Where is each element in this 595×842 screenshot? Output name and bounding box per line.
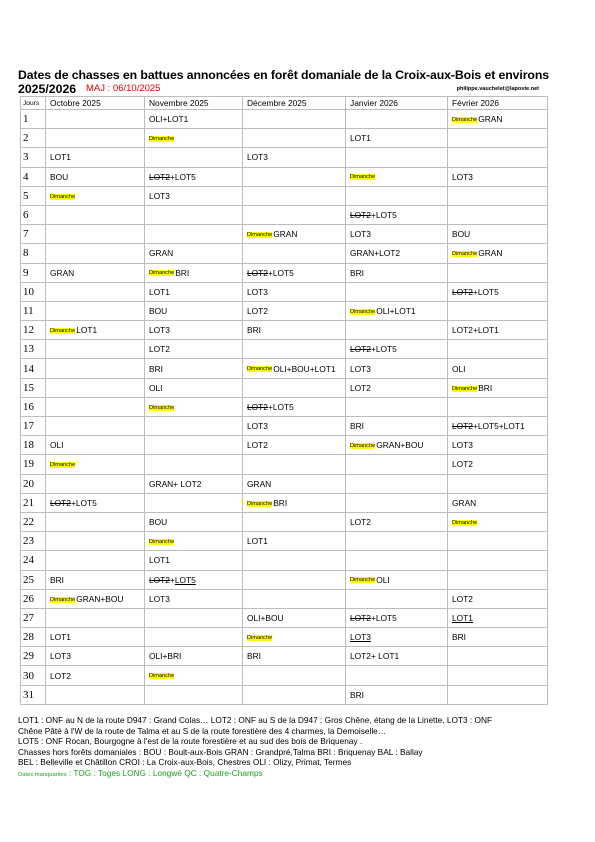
- sunday-marker: Dimanche: [350, 174, 376, 181]
- sunday-marker: Dimanche: [452, 385, 478, 392]
- hunt-cell: [346, 551, 448, 570]
- sunday-marker: Dimanche: [452, 116, 478, 123]
- legend: [18, 715, 578, 781]
- table-row: [21, 570, 548, 589]
- table-row: [21, 321, 548, 340]
- hunt-cell: [448, 301, 548, 320]
- hunt-cell: LOT2+LOT1: [448, 321, 548, 340]
- hunt-cell: DimancheGRAN+BOU: [46, 589, 145, 608]
- hunt-cell: [145, 129, 243, 148]
- hunt-cell: GRAN: [145, 244, 243, 263]
- day-number: 13: [21, 340, 46, 359]
- month-header: Février 2026: [448, 97, 548, 110]
- cancelled-lot: LOT2: [247, 401, 268, 412]
- hunt-cell: LOT3: [145, 186, 243, 205]
- cancelled-lot: LOT2: [350, 344, 371, 355]
- hunt-cell: [46, 685, 145, 704]
- day-number: 21: [21, 493, 46, 512]
- day-number: 7: [21, 225, 46, 244]
- hunt-cell: BRI: [346, 417, 448, 436]
- hunt-cell: [46, 474, 145, 493]
- hunt-cell: [145, 685, 243, 704]
- hunt-cell: [46, 608, 145, 627]
- sunday-marker: Dimanche: [149, 270, 175, 277]
- day-number: 2: [21, 129, 46, 148]
- hunt-cell: [243, 129, 346, 148]
- hunt-cell: DimancheGRAN: [243, 225, 346, 244]
- hunt-cell: BOU: [145, 512, 243, 531]
- hunt-cell: [448, 532, 548, 551]
- legend-line: LOT5 : ONF Rocan, Bourgogne à l'est de la route forestière et au sud des bois de Briquenay .: [18, 736, 363, 747]
- day-number: 18: [21, 436, 46, 455]
- hunt-cell: [145, 417, 243, 436]
- day-number: 31: [21, 685, 46, 704]
- hunt-cell: [243, 512, 346, 531]
- sunday-marker: Dimanche: [149, 404, 175, 411]
- hunt-cell: [243, 378, 346, 397]
- month-header: Octobre 2025: [46, 97, 145, 110]
- hunt-cell: [448, 666, 548, 685]
- hunt-cell: [46, 359, 145, 378]
- hunt-cell: LOT3: [448, 167, 548, 186]
- missing-dates-label: Dates manquantes: [18, 771, 67, 778]
- hunt-cell: [448, 186, 548, 205]
- hunt-cell: [346, 397, 448, 416]
- hunt-cell: OLI: [448, 359, 548, 378]
- table-row: [21, 205, 548, 224]
- table-header-row: [21, 97, 548, 110]
- hunt-cell: DimancheOLI+LOT1: [346, 301, 448, 320]
- sunday-marker: Dimanche: [452, 519, 478, 526]
- hunt-cell: LOT3: [243, 282, 346, 301]
- table-row: [21, 167, 548, 186]
- hunt-cell: [346, 167, 448, 186]
- hunt-calendar-table: [20, 96, 548, 705]
- hunt-cell: [145, 455, 243, 474]
- sunday-marker: Dimanche: [149, 539, 175, 545]
- hunt-cell: [243, 685, 346, 704]
- hunt-cell: [46, 512, 145, 531]
- hunt-cell: [46, 186, 145, 205]
- hunt-cell: [145, 225, 243, 244]
- cancelled-lot: LOT2: [149, 574, 170, 585]
- hunt-cell: [448, 340, 548, 359]
- hunt-cell: BOU: [448, 225, 548, 244]
- hunt-cell: GRAN+LOT2: [346, 244, 448, 263]
- underlined-lot: LOT3: [350, 632, 371, 643]
- subtitle-line: [18, 82, 543, 96]
- hunt-cell: [346, 455, 448, 474]
- hunt-cell: LOT2: [448, 455, 548, 474]
- hunt-cell: [243, 340, 346, 359]
- hunt-cell: DimancheBRI: [145, 263, 243, 282]
- sunday-marker: Dimanche: [350, 443, 376, 450]
- underlined-lot: LOT1: [452, 612, 473, 623]
- hunt-cell: GRAN+ LOT2: [145, 474, 243, 493]
- hunt-cell: LOT2+LOT5+LOT1: [448, 417, 548, 436]
- missing-dates-line: [18, 768, 578, 781]
- table-row: [21, 397, 548, 416]
- hunt-cell: [46, 417, 145, 436]
- hunt-cell: OLI+BOU: [243, 608, 346, 627]
- hunt-cell: [448, 205, 548, 224]
- day-number: 27: [21, 608, 46, 627]
- hunt-cell: BRI: [243, 647, 346, 666]
- hunt-cell: OLI+BRI: [145, 647, 243, 666]
- hunt-cell: BRI: [46, 570, 145, 589]
- day-number: 28: [21, 628, 46, 647]
- hunt-cell: BOU: [145, 301, 243, 320]
- hunt-cell: [243, 666, 346, 685]
- hunt-cell: OLI: [46, 436, 145, 455]
- hunt-cell: LOT1: [346, 129, 448, 148]
- day-number: 11: [21, 301, 46, 320]
- hunt-cell: LOT3: [46, 647, 145, 666]
- hunt-cell: [448, 551, 548, 570]
- table-row: [21, 608, 548, 627]
- day-number: 25: [21, 570, 46, 589]
- table-row: [21, 551, 548, 570]
- cancelled-lot: LOT2: [50, 497, 71, 508]
- hunt-cell: [46, 532, 145, 551]
- hunt-cell: [46, 282, 145, 301]
- hunt-cell: [145, 436, 243, 455]
- hunt-cell: [448, 570, 548, 589]
- hunt-cell: [448, 608, 548, 627]
- sunday-marker: Dimanche: [350, 308, 376, 315]
- hunt-cell: [346, 186, 448, 205]
- table-row: [21, 263, 548, 282]
- hunt-cell: [145, 148, 243, 167]
- table-body: [21, 110, 548, 705]
- hunt-cell: GRAN: [243, 474, 346, 493]
- hunt-cell: [46, 551, 145, 570]
- table-row: [21, 493, 548, 512]
- hunt-cell: [346, 532, 448, 551]
- table-row: [21, 628, 548, 647]
- table-row: [21, 417, 548, 436]
- table-row: [21, 455, 548, 474]
- hunt-cell: [448, 397, 548, 416]
- hunt-cell: DimancheOLI+BOU+LOT1: [243, 359, 346, 378]
- hunt-cell: LOT3: [145, 589, 243, 608]
- day-number: 5: [21, 186, 46, 205]
- cancelled-lot: LOT2: [247, 267, 268, 278]
- hunt-cell: [243, 110, 346, 129]
- day-number: 12: [21, 321, 46, 340]
- hunt-cell: DimancheGRAN+BOU: [346, 436, 448, 455]
- hunt-cell: [145, 205, 243, 224]
- hunt-cell: [346, 666, 448, 685]
- hunt-cell: LOT2: [346, 378, 448, 397]
- hunt-cell: [243, 167, 346, 186]
- hunt-cell: [46, 225, 145, 244]
- hunt-cell: [46, 244, 145, 263]
- sunday-marker: Dimanche: [452, 251, 478, 258]
- sunday-marker: Dimanche: [247, 232, 273, 238]
- document-title: Dates de chasses en battues annoncées en forêt domaniale de la Croix-aux-Bois et environs: [18, 68, 549, 82]
- sunday-marker: Dimanche: [149, 673, 175, 680]
- month-header: Novembre 2025: [145, 97, 243, 110]
- hunt-cell: [243, 589, 346, 608]
- hunt-cell: LOT2: [346, 512, 448, 531]
- hunt-cell: LOT2: [46, 666, 145, 685]
- sunday-marker: Dimanche: [350, 577, 376, 584]
- hunt-cell: GRAN: [448, 493, 548, 512]
- table-row: [21, 186, 548, 205]
- sunday-marker: Dimanche: [50, 193, 76, 200]
- cancelled-lot: LOT2: [149, 171, 170, 182]
- hunt-cell: LOT2+LOT5: [243, 397, 346, 416]
- hunt-cell: LOT2: [243, 301, 346, 320]
- hunt-cell: DimancheGRAN: [448, 110, 548, 129]
- cancelled-lot: LOT2: [350, 612, 371, 623]
- hunt-cell: DimancheGRAN: [448, 244, 548, 263]
- day-number: 24: [21, 551, 46, 570]
- hunt-cell: LOT2+LOT5: [346, 205, 448, 224]
- hunt-cell: LOT3: [346, 359, 448, 378]
- hunt-cell: [145, 608, 243, 627]
- hunt-cell: [346, 493, 448, 512]
- hunt-cell: [346, 628, 448, 647]
- hunt-cell: [346, 474, 448, 493]
- hunt-cell: LOT1: [145, 551, 243, 570]
- table-row: [21, 512, 548, 531]
- table-row: [21, 685, 548, 704]
- day-number: 20: [21, 474, 46, 493]
- hunt-cell: DimancheOLI: [346, 570, 448, 589]
- table-row: [21, 301, 548, 320]
- table-row: [21, 532, 548, 551]
- hunt-cell: BRI: [346, 263, 448, 282]
- hunt-cell: LOT2+LOT5: [346, 340, 448, 359]
- cancelled-lot: LOT2: [350, 210, 371, 221]
- hunt-cell: [145, 628, 243, 647]
- table-row: [21, 378, 548, 397]
- hunt-cell: [46, 378, 145, 397]
- hunt-cell: LOT2+LOT5: [346, 608, 448, 627]
- hunt-cell: LOT1: [46, 628, 145, 647]
- day-number: 1: [21, 110, 46, 129]
- hunt-cell: [448, 647, 548, 666]
- day-number: 3: [21, 148, 46, 167]
- hunt-cell: [46, 340, 145, 359]
- hunt-cell: [448, 129, 548, 148]
- table-row: [21, 148, 548, 167]
- table-row: [21, 436, 548, 455]
- missing-dates-text: : TOG : Toges LONG : Longwé QC : Quatre-Champs: [66, 767, 263, 778]
- update-date: MAJ : 06/10/2025: [86, 83, 161, 94]
- day-number: 15: [21, 378, 46, 397]
- legend-line: LOT1 : ONF au N de la route D947 : Grand Colas… LOT2 : ONF au S de la D947 : Gros Chêne, étang de la Linette, LOT3 : ONF: [18, 715, 493, 725]
- sunday-marker: Dimanche: [247, 500, 273, 507]
- table-row: [21, 666, 548, 685]
- hunt-cell: DimancheLOT1: [46, 321, 145, 340]
- day-number: 6: [21, 205, 46, 224]
- contact-email: philippe.vauchelet@laposte.net: [456, 86, 539, 92]
- day-number: 17: [21, 417, 46, 436]
- hunt-cell: [46, 455, 145, 474]
- hunt-cell: LOT2+LOT5: [448, 282, 548, 301]
- hunt-cell: [448, 685, 548, 704]
- day-number: 9: [21, 263, 46, 282]
- hunt-cell: LOT2: [448, 589, 548, 608]
- day-number: 29: [21, 647, 46, 666]
- hunt-cell: [46, 110, 145, 129]
- legend-line: BEL : Belleville et Châtillon CROI : La Croix-aux-Bois, Chestres OLI : Olizy, Primat, Termes: [18, 757, 352, 768]
- hunt-cell: LOT1: [243, 532, 346, 551]
- day-number: 26: [21, 589, 46, 608]
- hunt-cell: [243, 186, 346, 205]
- hunt-cell: [346, 282, 448, 301]
- hunt-cell: OLI+LOT1: [145, 110, 243, 129]
- hunt-cell: [243, 628, 346, 647]
- hunt-cell: LOT2+LOT5: [145, 167, 243, 186]
- legend-line: Chasses hors forêts domaniales : BOU : Boult-aux-Bois GRAN : Grandpré,Talma BRI : Briquenay BAL : Ballay: [18, 746, 423, 757]
- hunt-cell: [145, 397, 243, 416]
- hunt-cell: [243, 244, 346, 263]
- hunt-cell: [448, 263, 548, 282]
- day-column-header: Jours: [21, 97, 46, 110]
- underlined-lot: LOT5: [174, 574, 196, 585]
- hunt-cell: OLI: [145, 378, 243, 397]
- hunt-cell: [46, 129, 145, 148]
- sunday-marker: Dimanche: [247, 634, 273, 641]
- hunt-cell: LOT2+ LOT1: [346, 647, 448, 666]
- hunt-cell: LOT3: [346, 225, 448, 244]
- hunt-cell: LOT3: [448, 436, 548, 455]
- hunt-cell: LOT3: [243, 417, 346, 436]
- hunt-cell: [243, 551, 346, 570]
- day-number: 10: [21, 282, 46, 301]
- hunt-cell: BOU: [46, 167, 145, 186]
- hunt-cell: [46, 205, 145, 224]
- hunt-cell: [243, 455, 346, 474]
- hunt-cell: LOT3: [145, 321, 243, 340]
- sunday-marker: Dimanche: [50, 327, 76, 334]
- hunt-cell: [46, 301, 145, 320]
- day-number: 19: [21, 455, 46, 474]
- hunt-cell: BRI: [448, 628, 548, 647]
- hunt-cell: [145, 493, 243, 512]
- hunt-cell: LOT3: [243, 148, 346, 167]
- table-row: [21, 474, 548, 493]
- hunt-cell: [243, 570, 346, 589]
- cancelled-lot: LOT2: [452, 286, 473, 297]
- hunt-cell: BRI: [145, 359, 243, 378]
- hunt-cell: [346, 321, 448, 340]
- table-row: [21, 129, 548, 148]
- day-number: 22: [21, 512, 46, 531]
- table-row: [21, 647, 548, 666]
- day-number: 8: [21, 244, 46, 263]
- hunt-cell: [448, 474, 548, 493]
- hunt-cell: GRAN: [46, 263, 145, 282]
- table-row: [21, 225, 548, 244]
- hunt-cell: LOT1: [46, 148, 145, 167]
- day-number: 16: [21, 397, 46, 416]
- season-label: 2025/2026: [18, 82, 77, 96]
- hunt-cell: DimancheBRI: [243, 493, 346, 512]
- hunt-cell: LOT2: [243, 436, 346, 455]
- hunt-cell: DimancheBRI: [448, 378, 548, 397]
- hunt-cell: [448, 148, 548, 167]
- table-row: [21, 589, 548, 608]
- hunt-cell: LOT2+LOT5: [243, 263, 346, 282]
- hunt-cell: BRI: [346, 685, 448, 704]
- month-header: Décembre 2025: [243, 97, 346, 110]
- day-number: 4: [21, 167, 46, 186]
- table-row: [21, 359, 548, 378]
- hunt-cell: [145, 666, 243, 685]
- hunt-cell: [448, 512, 548, 531]
- hunt-cell: LOT2+LOT5: [46, 493, 145, 512]
- hunt-cell: [145, 532, 243, 551]
- legend-line: Chêne Pâté à l'W de la route de Talma et au S de la route forestière des 4 charmes, la Demoiselle…: [18, 725, 387, 736]
- table-row: [21, 110, 548, 129]
- hunt-cell: [346, 110, 448, 129]
- cancelled-lot: LOT2: [452, 421, 473, 432]
- hunt-cell: [346, 589, 448, 608]
- table-row: [21, 340, 548, 359]
- hunt-cell: BRI: [243, 321, 346, 340]
- day-number: 30: [21, 666, 46, 685]
- sunday-marker: Dimanche: [247, 366, 273, 373]
- hunt-cell: LOT2+LOT5: [145, 570, 243, 589]
- sunday-marker: Dimanche: [50, 462, 76, 469]
- table-row: [21, 244, 548, 263]
- sunday-marker: Dimanche: [149, 136, 175, 143]
- hunt-cell: [46, 397, 145, 416]
- day-number: 23: [21, 532, 46, 551]
- table-row: [21, 282, 548, 301]
- hunt-cell: [346, 148, 448, 167]
- day-number: 14: [21, 359, 46, 378]
- hunt-cell: LOT1: [145, 282, 243, 301]
- sunday-marker: Dimanche: [50, 596, 76, 603]
- month-header: Janvier 2026: [346, 97, 448, 110]
- hunt-cell: LOT2: [145, 340, 243, 359]
- hunt-cell: [243, 205, 346, 224]
